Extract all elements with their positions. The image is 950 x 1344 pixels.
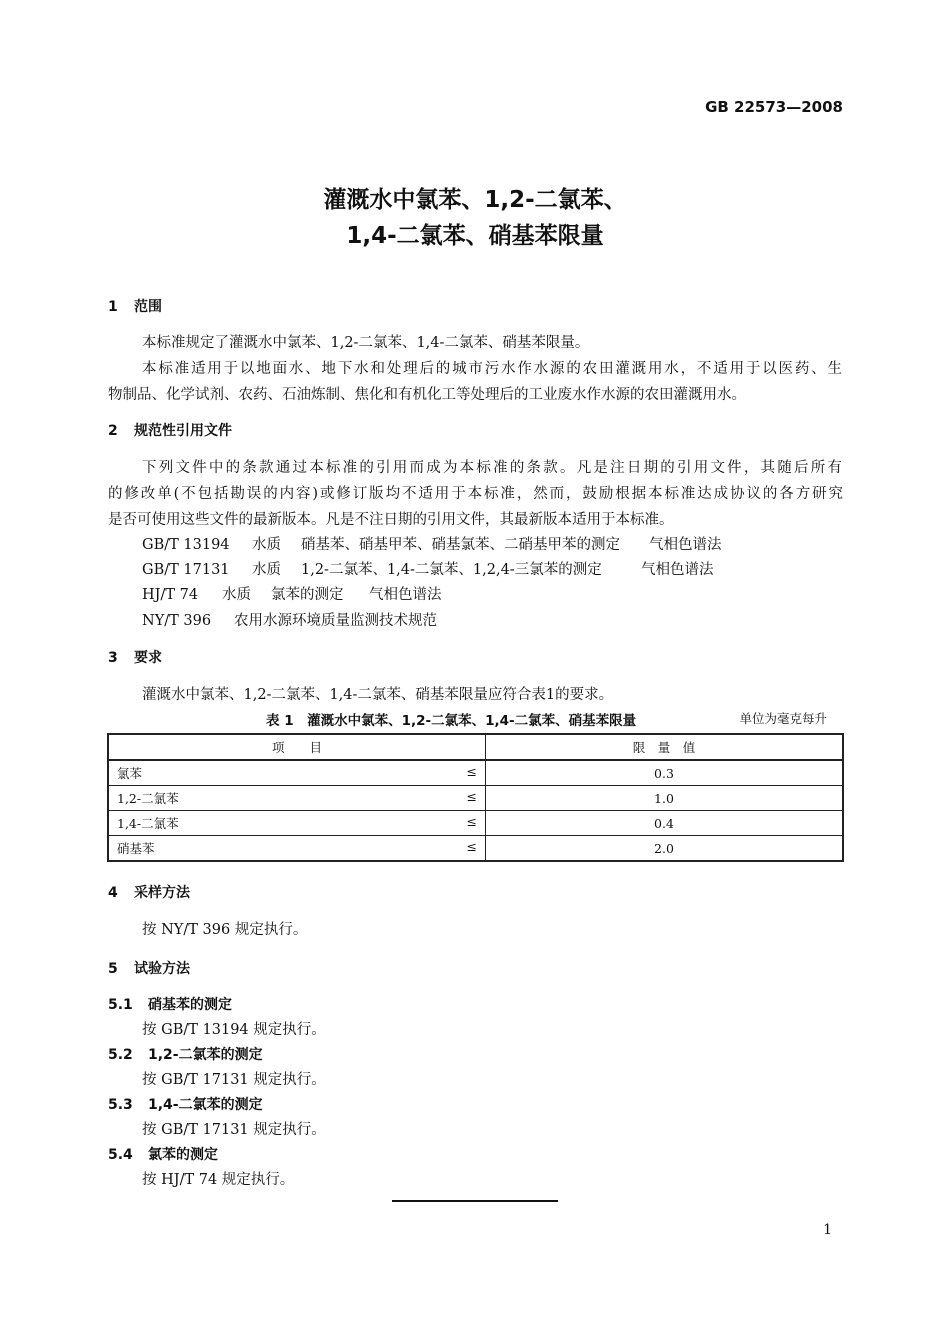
section-title: 采样方法: [134, 885, 190, 901]
section-title: 范围: [134, 299, 162, 315]
reference-method: 气相色谱法: [641, 562, 714, 578]
reference-name: 水质: [252, 537, 281, 553]
scope-paragraph-1: 本标准规定了灌溉水中氯苯、1,2-二氯苯、1,4-二氯苯、硝基苯限量。: [142, 335, 590, 351]
reference-subject: 硝基苯、硝基甲苯、硝基氯苯、二硝基甲苯的测定: [301, 537, 620, 553]
subsection-5-2-text: 按 GB/T 17131 规定执行。: [142, 1072, 326, 1088]
item-name: 氯苯: [117, 766, 143, 781]
reference-gbt17131: [142, 558, 714, 579]
limit-operator: ≤: [466, 789, 477, 804]
subsection-5-1-text: 按 GB/T 13194 规定执行。: [142, 1022, 326, 1038]
table-row: [108, 786, 843, 811]
item-cell: [108, 760, 486, 786]
limit-value: 0.3: [486, 760, 844, 786]
document-title-line2: 1,4-二氯苯、硝基苯限量: [346, 223, 604, 249]
standard-code: GB 22573—2008: [705, 98, 843, 116]
table-row: [108, 811, 843, 836]
table-row: [108, 760, 843, 786]
limits-table: [107, 733, 844, 862]
normative-refs-paragraph-line2: 的修改单(不包括勘误的内容)或修订版均不适用于本标准，然而，鼓励根据本标准达成协议的各方研究: [108, 486, 843, 502]
limit-operator: ≤: [466, 839, 477, 854]
reference-nyt396: [142, 609, 437, 630]
table-header-row: [108, 734, 843, 760]
subsection-title: 1,2-二氯苯的测定: [148, 1047, 263, 1063]
limit-value: 2.0: [486, 836, 844, 862]
end-rule: [392, 1200, 558, 1202]
scope-paragraph-2-line1: 本标准适用于以地面水、地下水和处理后的城市污水作水源的农田灌溉用水，不适用于以医药、生: [142, 361, 842, 377]
column-header-value: 限 量 值: [486, 734, 844, 760]
limit-operator: ≤: [466, 814, 477, 829]
scope-paragraph-2-line2: 物制品、化学试剂、农药、石油炼制、焦化和有机化工等处理后的工业废水作水源的农田灌溉用水。: [108, 387, 746, 403]
reference-subject: 1,2-二氯苯、1,4-二氯苯、1,2,4-三氯苯的测定: [301, 562, 602, 578]
subsection-title: 硝基苯的测定: [148, 997, 232, 1013]
section-1-heading: [108, 296, 162, 316]
table-unit: 单位为毫克每升: [739, 711, 827, 726]
reference-name: 农用水源环境质量监测技术规范: [234, 613, 437, 629]
section-4-heading: [108, 882, 190, 902]
column-header-item: 项 目: [108, 734, 486, 760]
limit-operator: ≤: [466, 764, 477, 779]
subsection-5-1-heading: [108, 994, 232, 1014]
reference-method: 气相色谱法: [649, 537, 722, 553]
table-row: [108, 836, 843, 862]
item-name: 硝基苯: [117, 841, 155, 856]
subsection-5-4-text: 按 HJ/T 74 规定执行。: [142, 1172, 295, 1188]
subsection-number: 5.1: [108, 997, 133, 1013]
document-title-line1: 灌溉水中氯苯、1,2-二氯苯、: [323, 187, 627, 213]
section-title: 要求: [134, 650, 162, 666]
subsection-number: 5.4: [108, 1147, 133, 1163]
subsection-title: 氯苯的测定: [148, 1147, 218, 1163]
limit-value: 0.4: [486, 811, 844, 836]
reference-code: GB/T 13194: [142, 537, 230, 553]
subsection-5-4-heading: [108, 1144, 218, 1164]
sampling-paragraph: 按 NY/T 396 规定执行。: [142, 922, 308, 938]
section-number: 2: [108, 423, 118, 439]
section-number: 3: [108, 650, 118, 666]
section-title: 规范性引用文件: [134, 423, 232, 439]
table-caption: 表 1 灌溉水中氯苯、1,2-二氯苯、1,4-二氯苯、硝基苯限量: [266, 713, 637, 729]
section-number: 1: [108, 299, 118, 315]
subsection-5-2-heading: [108, 1044, 263, 1064]
reference-name: 水质: [222, 587, 251, 603]
normative-refs-paragraph-line3: 是否可使用这些文件的最新版本。凡是不注日期的引用文件，其最新版本适用于本标准。: [108, 512, 674, 528]
reference-code: GB/T 17131: [142, 562, 230, 578]
section-number: 5: [108, 961, 118, 977]
subsection-5-3-heading: [108, 1094, 263, 1114]
item-name: 1,2-二氯苯: [117, 791, 179, 806]
item-cell: [108, 836, 486, 862]
section-number: 4: [108, 885, 118, 901]
reference-name: 水质: [252, 562, 281, 578]
item-cell: [108, 811, 486, 836]
subsection-5-3-text: 按 GB/T 17131 规定执行。: [142, 1122, 326, 1138]
reference-gbt13194: [142, 533, 722, 554]
requirements-paragraph: 灌溉水中氯苯、1,2-二氯苯、1,4-二氯苯、硝基苯限量应符合表1的要求。: [142, 687, 614, 703]
subsection-number: 5.3: [108, 1097, 133, 1113]
reference-code: NY/T 396: [142, 613, 212, 629]
page-number: 1: [823, 1222, 832, 1238]
subsection-title: 1,4-二氯苯的测定: [148, 1097, 263, 1113]
section-2-heading: [108, 420, 232, 440]
reference-subject: 氯苯的测定: [271, 587, 344, 603]
section-3-heading: [108, 647, 162, 667]
item-name: 1,4-二氯苯: [117, 816, 179, 831]
reference-code: HJ/T 74: [142, 587, 199, 603]
limit-value: 1.0: [486, 786, 844, 811]
section-5-heading: [108, 958, 190, 978]
item-cell: [108, 786, 486, 811]
section-title: 试验方法: [134, 961, 190, 977]
normative-refs-paragraph-line1: 下列文件中的条款通过本标准的引用而成为本标准的条款。凡是注日期的引用文件，其随后所有: [142, 460, 842, 476]
reference-method: 气相色谱法: [369, 587, 442, 603]
reference-hjt74: [142, 583, 442, 604]
subsection-number: 5.2: [108, 1047, 133, 1063]
